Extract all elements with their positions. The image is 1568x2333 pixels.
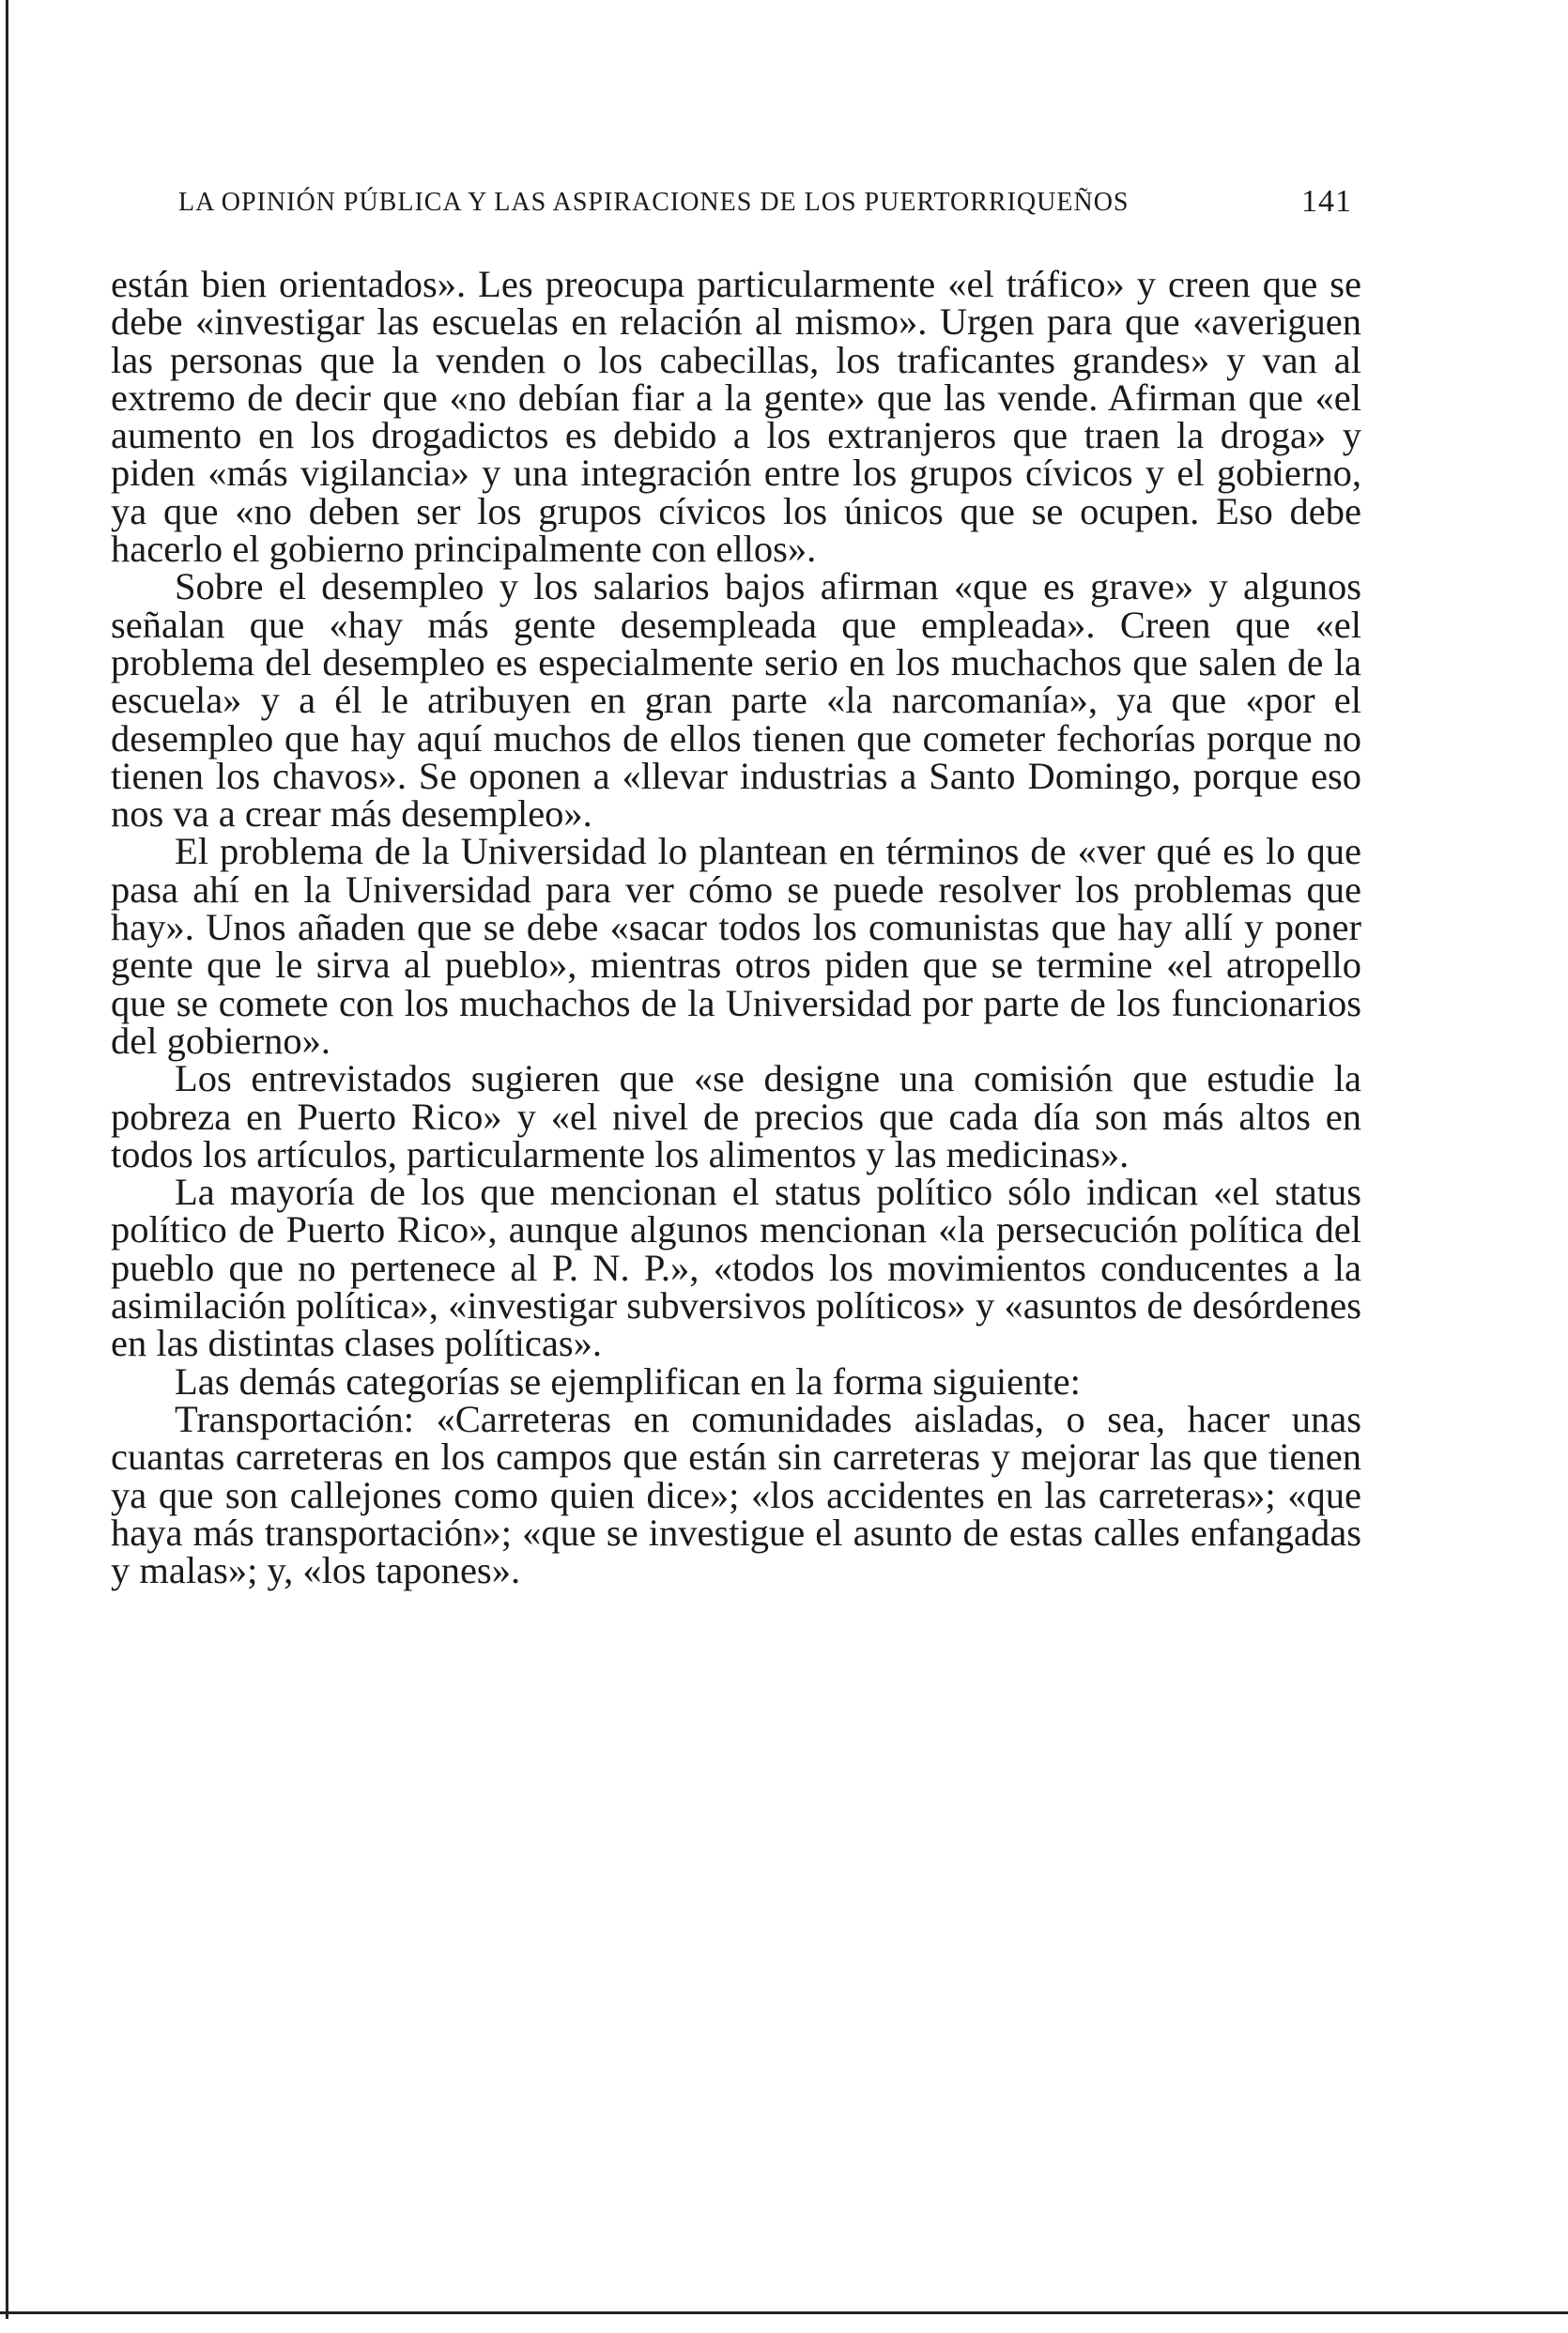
paragraph-poverty-prices: Los entrevistados sugieren que «se designe una comisión que estudie la pobreza en Puerto Rico» y «el nivel de precios que cada día son más altos en todos los artículos, particularmente los alimentos y las medicinas». — [111, 1057, 1361, 1175]
page-number: 141 — [1301, 184, 1352, 219]
bottom-page-edge — [0, 2311, 1568, 2314]
running-head — [178, 184, 1352, 225]
paragraph-university: El problema de la Universidad lo plantean en términos de «ver qué es lo que pasa ahí en la Universidad para ver cómo se puede resolver los problemas que hay». Unos añaden que se debe «sacar todos los comunistas que hay allí y poner gente que le sirva al pueblo», mientras otros piden que se termine «el atropello que se comete con los muchachos de la Universidad por parte de los funcionarios del gobierno». — [111, 830, 1361, 1062]
body-text — [111, 263, 1361, 1592]
paragraph-other-categories: Las demás categorías se ejemplifican en la forma siguiente: — [175, 1359, 1081, 1403]
paragraph-unemployment: Sobre el desempleo y los salarios bajos afirman «que es grave» y algunos señalan que «hay más gente desempleada que empleada». Creen que «el problema del desempleo es especialmente serio en los muchachos que salen de la escuela» y a él le atribuyen en gran parte «la narcomanía», ya que «por el desempleo que hay aquí muchos de ellos tienen que cometer fechorías porque no tienen los chavos». Se oponen a «llevar industrias a Santo Domingo, porque eso nos va a crear más desempleo». — [111, 565, 1361, 836]
running-head-title: LA OPINIÓN PÚBLICA Y LAS ASPIRACIONES DE LOS PUERTORRIQUEÑOS — [178, 188, 1130, 217]
left-page-edge — [6, 0, 8, 2319]
paragraph-political-status: La mayoría de los que mencionan el status político sólo indican «el status político de Puerto Rico», aunque algunos mencionan «la persecución política del pueblo que no pertenece al P. N. P.», «todos los movimientos conducentes a la asimilación política», «investigar subversivos políticos» y «asuntos de desórdenes en las distintas clases políticas». — [111, 1171, 1361, 1365]
paragraph-drug-trafficking: están bien orientados». Les preocupa particularmente «el tráfico» y creen que se debe «investigar las escuelas en relación al mismo». Urgen para que «averiguen las personas que la venden o los cabecillas, los traficantes grandes» y van al extremo de decir que «no debían fiar a la gente» que las vende. Afirman que «el aumento en los drogadictos es debido a los extranjeros que traen la droga» y piden «más vigilancia» y una integración entre los grupos cívicos y el gobierno, ya que «no deben ser los grupos cívicos los únicos que se ocupen. Eso debe hacerlo el gobierno principalmente con ellos». — [111, 263, 1361, 571]
paragraph-transportation: Transportación: «Carreteras en comunidades aisladas, o sea, hacer unas cuantas carreteras en los campos que están sin carreteras y mejorar las que tienen ya que son callejones como quien dice»; «los accidentes en las carreteras»; «que haya más transportación»; «que se investigue el asunto de estas calles enfangadas y malas»; y, «los tapones». — [111, 1397, 1361, 1592]
